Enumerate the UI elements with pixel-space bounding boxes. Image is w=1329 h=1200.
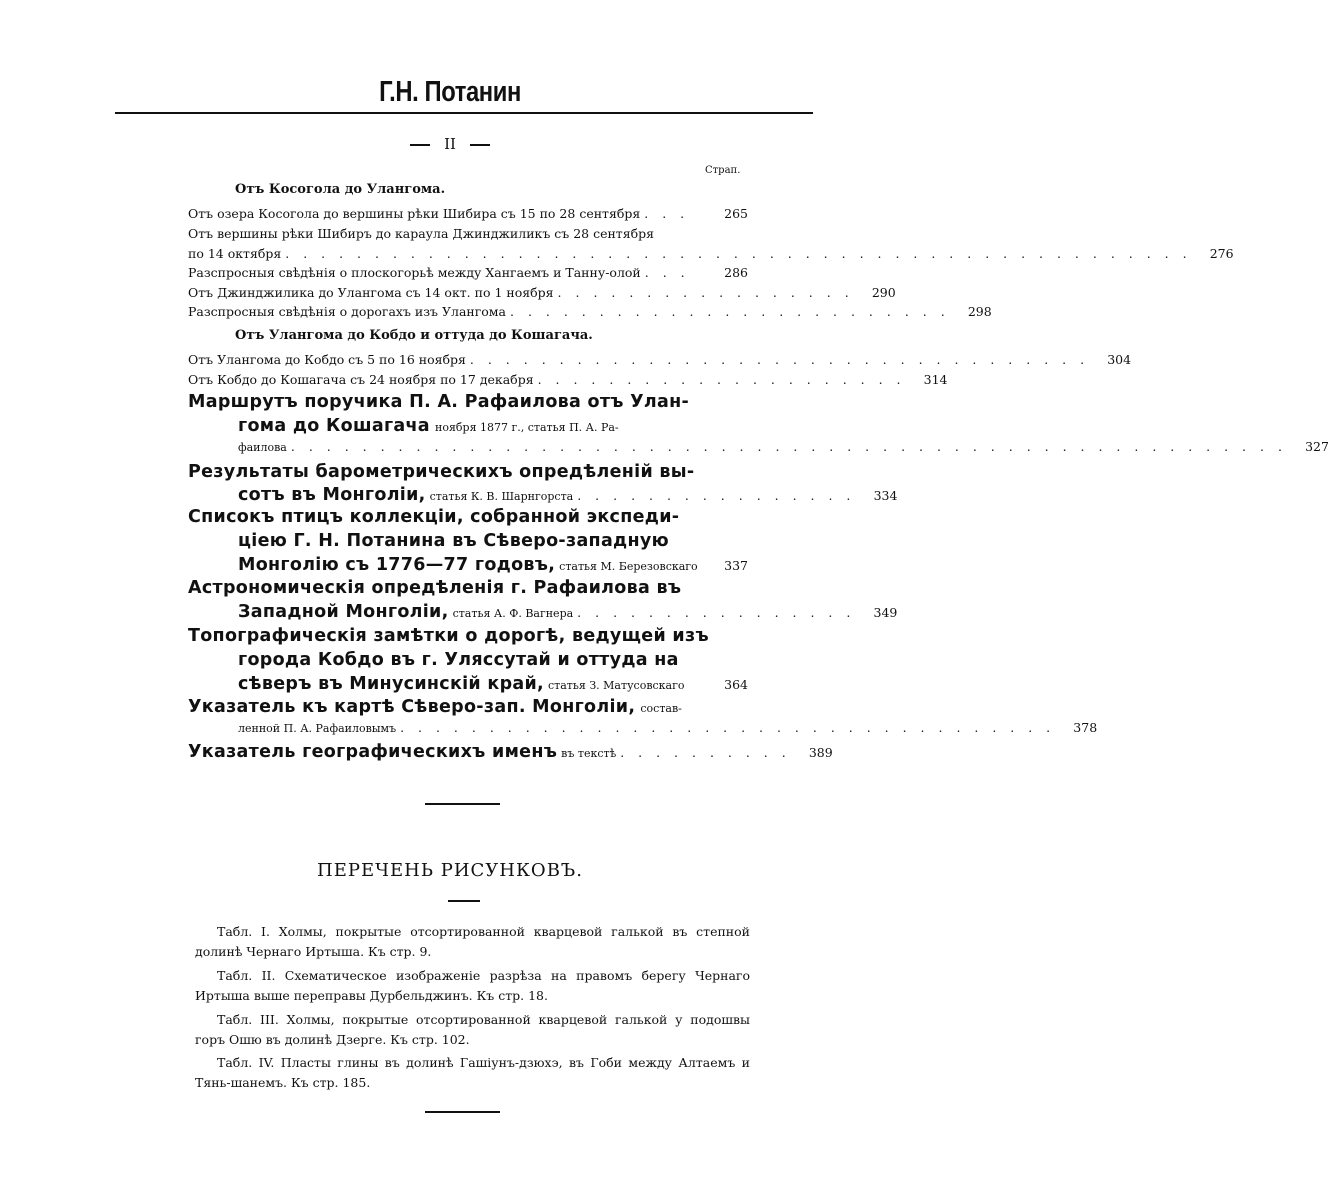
toc-entry: по 14 октября . . . . . . . . . . . . . . . . . . . . . . . . . . . . . . . . . . . . . . . . . . . . . . . . . . . 276 — [188, 246, 1234, 261]
figures-title: ПЕРЕЧЕНЬ РИСУНКОВЪ. — [317, 860, 583, 881]
title-underline — [448, 900, 480, 902]
page-ref: 389 — [808, 745, 833, 760]
article-title-line: Списокъ птицъ коллекціи, собранной экспеди- — [188, 507, 680, 527]
figure-item: Табл. III. Холмы, покрытые отсортированной кварцевой галькой у подошвы горъ Ошю въ долинѣ Дзерге. Къ стр. 102. — [195, 1012, 750, 1047]
toc-entry: Разспросныя свѣдѣнія о плоскогорьѣ между Хангаемъ и Танну-олой . . . 286 — [188, 265, 748, 280]
toc-entry: сотъ въ Монголіи, статья К. В. Шарнгорста . . . . . . . . . . . . . . . . 334 — [238, 485, 898, 505]
article-title-line: Результаты барометрическихъ опредѣленій вы- — [188, 462, 695, 482]
leader-dots: . . . . . . . . . . . . . . . . . . . . . . . . . . . . . . . . . . . . . . . . . . . . . . . . . . . . . . . . — [290, 439, 1287, 454]
figure-item: Табл. II. Схематическое изображеніе разрѣза на правомъ берегу Чернаго Иртыша выше переправы Дурбельджинъ. Къ стр. 18. — [195, 968, 750, 1003]
page-ref: 378 — [1073, 720, 1098, 735]
page-ref: 304 — [1107, 352, 1132, 367]
page-ref: 314 — [923, 372, 948, 387]
page-ref: 276 — [1209, 246, 1234, 261]
toc-entry: Отъ Джинджилика до Улангома съ 14 окт. по 1 ноября . . . . . . . . . . . . . . . . . 290 — [188, 285, 896, 300]
page-number-mark — [0, 135, 900, 153]
article-title-line: Топографическія замѣтки о дорогѣ, ведущей изъ — [188, 626, 709, 646]
page-ref: 334 — [873, 488, 898, 503]
toc-entry: Монголію съ 1776—77 годовъ, статья М. Березовскаго 337 — [238, 555, 748, 575]
page-ref: 286 — [724, 265, 748, 280]
article-title-line: Маршрутъ поручика П. А. Рафаилова отъ Улан- — [188, 392, 690, 412]
leader-dots: . . . — [644, 265, 690, 280]
toc-entry: Отъ Улангома до Кобдо съ 5 по 16 ноября . . . . . . . . . . . . . . . . . . . . . . . . . . . . . . . . . . . 304 — [188, 352, 1132, 367]
leader-dots: . . . . . . . . . . . . . . . . . . . . . . . . . . . . . . . . . . . . . . . . . . . . . . . . . . . — [285, 246, 1192, 261]
page-ref: 298 — [967, 304, 992, 319]
page-ref: 327 — [1305, 439, 1329, 454]
leader-dots: . . . — [644, 206, 690, 221]
leader-dots: . . . . . . . . . . — [620, 745, 791, 760]
toc-entry: сѣверъ въ Минусинскій край, статья З. Матусовскаго 364 — [238, 674, 748, 694]
closing-divider — [425, 1111, 500, 1113]
page-ref: 349 — [873, 605, 898, 620]
leader-dots: . . . . . . . . . . . . . . . . — [577, 605, 856, 620]
figure-item: Табл. I. Холмы, покрытые отсортированной кварцевой галькой въ степной долинѣ Чернаго Иртыша. Къ стр. 9. — [195, 924, 750, 959]
leader-dots: . . . . . . . . . . . . . . . . . . . . . . . . . . . . . . . . . . . . . — [400, 720, 1056, 735]
section-heading-ulangom: Отъ Улангома до Кобдо и оттуда до Кошагача. — [235, 328, 593, 343]
toc-entry: Отъ Кобдо до Кошагача съ 24 ноября по 17 декабря . . . . . . . . . . . . . . . . . . . . . 314 — [188, 372, 948, 387]
leader-dots: . . . . . . . . . . . . . . . . . . . . . — [537, 372, 906, 387]
article-title-line: Указатель къ картѣ Сѣверо-зап. Монголіи, состав- — [188, 697, 682, 717]
leader-dots: . . . . . . . . . . . . . . . . . . . . . . . . . — [510, 304, 950, 319]
page-ref: 265 — [724, 206, 748, 221]
page-column-label: Страп. — [705, 165, 741, 176]
leader-dots: . . . . . . . . . . . . . . . . — [577, 488, 856, 503]
leader-dots: . . . . . . . . . . . . . . . . . . . . . . . . . . . . . . . . . . . — [469, 352, 1090, 367]
header-rule — [115, 112, 813, 114]
toc-entry: ленной П. А. Рафаиловымъ . . . . . . . . . . . . . . . . . . . . . . . . . . . . . . . . . . . . . 378 — [238, 720, 1098, 735]
toc-entry: Указатель географическихъ именъ въ текстѣ . . . . . . . . . . 389 — [188, 742, 833, 762]
article-title-line: гома до Кошагача ноября 1877 г., статья П. А. Ра- — [238, 416, 619, 436]
book-header-title: Г.Н. Потанин — [379, 76, 521, 108]
article-title-line: города Кобдо въ г. Уляссутай и оттуда на — [238, 650, 679, 670]
leader-dots: . . . . . . . . . . . . . . . . . — [557, 285, 854, 300]
figure-item: Табл. IV. Пласты глины въ долинѣ Гашіунъ-дзюхэ, въ Гоби между Алтаемъ и Тянь-шанемъ. Къ стр. 185. — [195, 1055, 750, 1090]
toc-entry: Отъ озера Косогола до вершины рѣки Шибира съ 15 по 28 сентября . . . 265 — [188, 206, 748, 221]
dash-left — [410, 144, 430, 146]
section-divider — [425, 803, 500, 805]
page-ref: 290 — [871, 285, 896, 300]
toc-entry: Отъ вершины рѣки Шибиръ до караула Джинджиликъ съ 28 сентября — [188, 226, 655, 241]
toc-entry: Западной Монголіи, статья А. Ф. Вагнера . . . . . . . . . . . . . . . . 349 — [238, 602, 898, 622]
toc-entry: фаилова . . . . . . . . . . . . . . . . . . . . . . . . . . . . . . . . . . . . . . . . . . . . . . . . . . . . . . . . 327 — [238, 439, 1329, 454]
article-title-line: Астрономическія опредѣленія г. Рафаилова въ — [188, 578, 682, 598]
article-title-line: ціею Г. Н. Потанина въ Сѣверо-западную — [238, 531, 669, 551]
page-ref: 337 — [724, 558, 748, 573]
toc-entry: Разспросныя свѣдѣнія о дорогахъ изъ Улангома . . . . . . . . . . . . . . . . . . . . . . . . . 298 — [188, 304, 992, 319]
page-ref: 364 — [724, 677, 748, 692]
page-number: II — [444, 135, 456, 153]
section-heading-kosogol: Отъ Косогола до Улангома. — [235, 182, 446, 197]
dash-right — [470, 144, 490, 146]
